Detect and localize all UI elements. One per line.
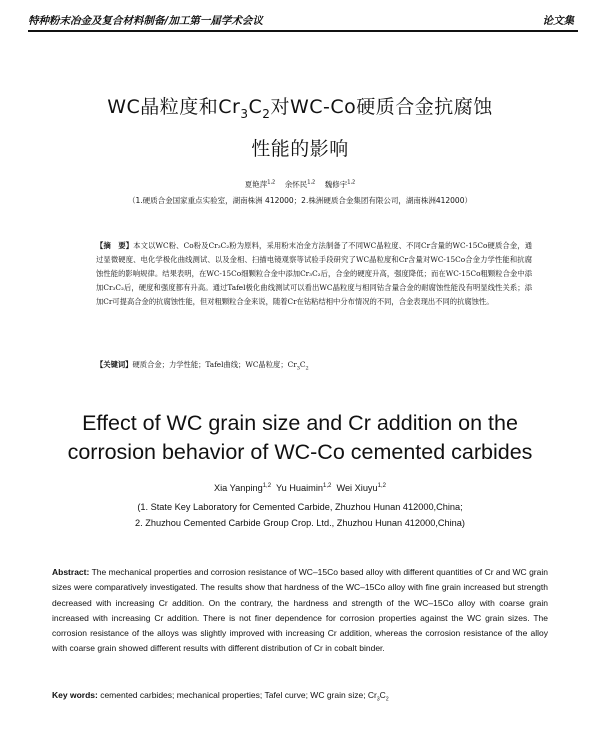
running-header: [28, 10, 578, 32]
cn-abstract-text: 本文以WC粉、Co粉及Cr₃C₂粉为原料，采用粉末冶金方法制备了不同WC晶粒度、不同Cr含量的WC-15Co硬质合金，通过显微硬度、电化学极化曲线测试、以及金相、扫描电镜观察等试验手段研究了WC晶粒度和Cr含量对WC-15Co合金力学性能和抗腐蚀性能的影响规律。结果表明，在WC-15Co细颗粒合金中添加Cr₃C₂后，合金的硬度升高，强度降低；而在WC-15Co粗颗粒合金中添加Cr₃C₂后，硬度和强度都有升高。通过Tafel极化曲线测试可以看出WC晶粒度与相同钴含量合金的耐腐蚀性能没有明显线性关系；添加Cr可提高合金的抗腐蚀性能，但对粗颗粒合金来说，随着Cr在钴粘结相中分布情况的不同，合金表现出不同的抗腐蚀性。: [96, 241, 533, 307]
cn-keywords: 【关键词】硬质合金；力学性能；Tafel曲线；WC晶粒度；$Cr_3C_2$: [96, 360, 309, 372]
cn-affiliation: （1.硬质合金国家重点实验室，湖南株洲 412000；2.株洲硬质合金集团有限公司，湖南株洲412000）: [128, 196, 472, 205]
cn-author: 夏艳萍$^{1,2}$: [244, 179, 276, 189]
cn-title-line1: WC晶粒度和$Cr_3C_2$对WC-Co硬质合金抗腐蚀: [107, 96, 493, 121]
cn-author: 魏修宇$^{1,2}$: [324, 179, 356, 189]
en-author: Xia Yanping$^{1,2}$: [214, 483, 272, 494]
en-keywords-label: Key words:: [52, 690, 98, 700]
en-author: Wei Xiuyu$^{1,2}$: [336, 483, 386, 494]
header-section-label: 论文集: [542, 15, 574, 27]
cn-authors: [0, 179, 600, 190]
cn-author: 余怀民$^{1,2}$: [284, 179, 316, 189]
en-abstract: [52, 565, 548, 657]
en-author: Yu Huaimin$^{1,2}$: [276, 483, 332, 494]
cn-abstract-label: 【摘 要】: [96, 241, 134, 250]
en-abstract-label: Abstract:: [52, 567, 90, 577]
cn-title-line2: 性能的影响: [251, 138, 349, 160]
en-keywords: Key words: cemented carbides; mechanical properties; Tafel curve; WC grain size; $Cr_3C_2$: [52, 690, 389, 703]
en-abstract-text: The mechanical properties and corrosion resistance of WC–15Co based alloy with different quantities of Cr and WC grain sizes were comparatively investigated. The results show that hardness of the WC–15Co alloy with fine grain increased but strength decreased with increasing Cr addition. On the contrary, the hardness and strength of the WC–15Co alloy with coarse grain increased with increasing Cr addition. There is not finer dependence for corrosion properties against the WC grain sizes. The corrosion resistance of the alloys was slightly improved with increasing Cr addition, whereas the corrosion resistance of the alloy with coarse grain showed different results with different distribution of Cr in cobalt binder.: [52, 567, 548, 654]
en-affiliation-1: (1. State Key Laboratory for Cemented Carbide, Zhuzhou Hunan 412000,China;: [137, 502, 463, 512]
en-authors: [0, 483, 600, 493]
en-affiliation-2: 2. Zhuzhou Cemented Carbide Group Crop. Ltd., Zhuzhou Hunan 412000,China): [135, 518, 465, 528]
cn-keywords-label: 【关键词】: [96, 360, 133, 369]
en-title: Effect of WC grain size and Cr addition on the corrosion behavior of WC-Co cemented carbides: [67, 411, 533, 464]
header-conference-title: 特种粉末冶金及复合材料制备/加工第一届学术会议: [28, 15, 263, 27]
cn-abstract: [96, 239, 532, 309]
